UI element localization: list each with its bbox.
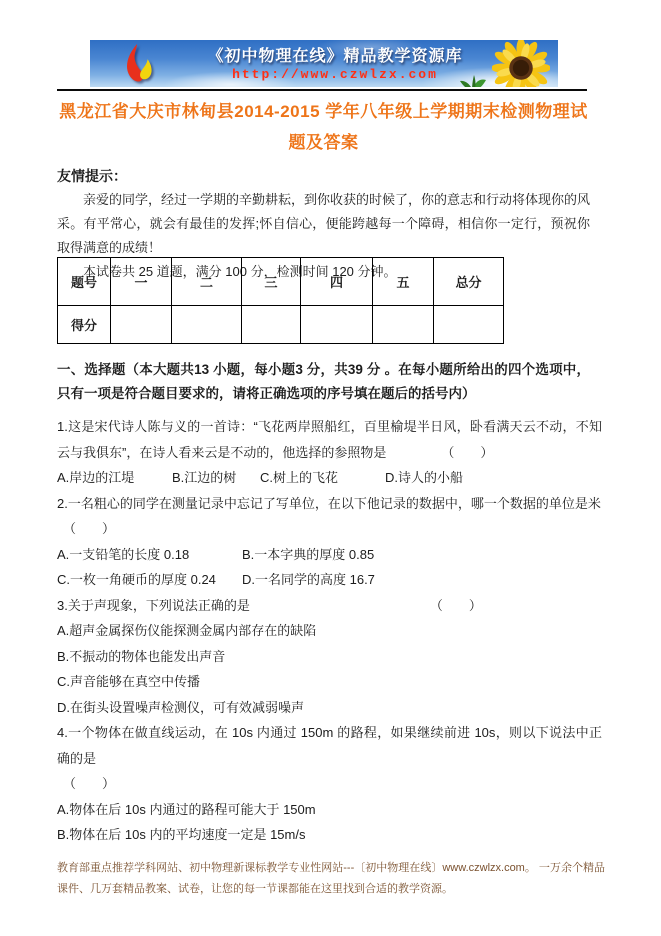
answer-bracket: （ ） <box>429 597 482 613</box>
tips-paragraph-2: 本试卷共 25 道题，满分 100 分，检测时间 120 分钟。 <box>83 264 397 279</box>
question-4 <box>57 720 602 848</box>
flame-logo-icon <box>120 43 160 85</box>
answer-bracket: （ ） <box>441 444 494 460</box>
option-b: B.一本字典的厚度 0.85 <box>242 546 375 562</box>
option-c: C.一枚一角硬币的厚度 0.24 <box>57 572 216 587</box>
score-cell <box>301 306 373 344</box>
question-1-options <box>57 465 602 491</box>
score-cell <box>172 306 242 344</box>
score-cell <box>434 306 504 344</box>
question-3-stem: 3.关于声现象，下列说法正确的是 （ ） <box>57 597 482 613</box>
question-1-stem: 1.这是宋代诗人陈与义的一首诗：“飞花两岸照船红，百里榆堤半日风，卧看满天云不动，不知云与我俱东”，在诗人看来云是不动的，他选择的参照物是 （ ） <box>57 419 602 460</box>
question-2-options <box>57 542 602 593</box>
section-1-heading: 一、选择题（本大题共13 小题，每小题3 分，共39 分 。在每小题所给出的四个选项中，只有一项是符合题目要求的，请将正确选项的序号填在题后的括号内） <box>57 362 590 401</box>
header-divider-line <box>57 89 587 91</box>
score-table-header-cell: 二 <box>172 258 242 306</box>
site-banner <box>90 40 558 87</box>
score-cell <box>373 306 434 344</box>
option-d: D.诗人的小船 <box>385 470 464 485</box>
score-table-header-cell: 四 <box>301 258 373 306</box>
option-d: D.一名同学的高度 16.7 <box>242 572 375 587</box>
banner-site-title: 《初中物理在线》精品教学资源库 <box>207 48 463 65</box>
score-table-score-row <box>58 306 504 344</box>
score-cell <box>242 306 301 344</box>
footer-promo-text: 教育部重点推荐学科网站、初中物理新课标教学专业性网站---〔初中物理在线〕www.czwlzx.com。 一万余个精品课件、几万套精品教案、试卷，让您的每一节课都能在这里找到合适的教学资源。 <box>57 862 605 895</box>
option-a: A.一支铅笔的长度 0.18 <box>57 546 190 562</box>
plant-icon <box>460 75 486 87</box>
option-a: A.物体在后 10s 内通过的路程可能大于 150m <box>57 801 316 817</box>
question-1 <box>57 414 602 491</box>
option-c: C.树上的飞花 <box>260 470 339 485</box>
score-table-header-cell: 三 <box>242 258 301 306</box>
question-2 <box>57 491 602 593</box>
score-table <box>57 257 504 344</box>
score-cell <box>111 306 172 344</box>
sunflower-icon <box>492 40 550 87</box>
option-c: C.声音能够在真空中传播 <box>57 674 201 689</box>
question-3 <box>57 593 602 721</box>
answer-bracket: （ ） <box>63 776 116 791</box>
option-b: B.物体在后 10s 内的平均速度一定是 15m/s <box>57 827 306 842</box>
option-b: B.不振动的物体也能发出声音 <box>57 648 226 664</box>
score-table-header-cell: 一 <box>111 258 172 306</box>
question-4-stem: 4.一个物体在做直线运动，在 10s 内通过 150m 的路程，如果继续前进 10s，则以下说法中正确的是 <box>57 725 602 766</box>
page-title: 黑龙江省大庆市林甸县2014-2015 学年八年级上学期期末检测物理试题及答案 <box>59 102 588 152</box>
option-a: A.岸边的江堤 <box>57 470 135 485</box>
option-d: D.在街头设置噪声检测仪，可有效减弱噪声 <box>57 699 305 715</box>
banner-text-block <box>170 43 500 82</box>
score-table-header-cell: 五 <box>373 258 434 306</box>
tips-heading: 友情提示： <box>57 168 127 184</box>
option-b: B.江边的树 <box>172 470 237 485</box>
answer-bracket: （ ） <box>63 521 116 536</box>
score-row-label: 得分 <box>58 306 111 344</box>
banner-site-url-link[interactable]: http://www.czwlzx.com <box>232 67 438 82</box>
question-2-stem: 2.一名粗心的同学在测量记录中忘记了写单位，在以下他记录的数据中，哪一个数据的单位是米 <box>57 495 601 511</box>
option-a: A.超声金属探伤仪能探测金属内部存在的缺陷 <box>57 623 317 638</box>
tips-paragraph-1: 亲爱的同学，经过一学期的辛勤耕耘，到你收获的时候了，你的意志和行动将体现你的风采。有平常心，就会有最佳的发挥;怀自信心，便能跨越每一个障碍，相信你一定行，预祝你取得满意的成绩！ <box>57 192 591 255</box>
score-table-header-cell: 总分 <box>434 258 504 306</box>
score-table-header-row <box>58 258 504 306</box>
questions-list <box>57 414 602 848</box>
score-table-header-cell: 题号 <box>58 258 111 306</box>
